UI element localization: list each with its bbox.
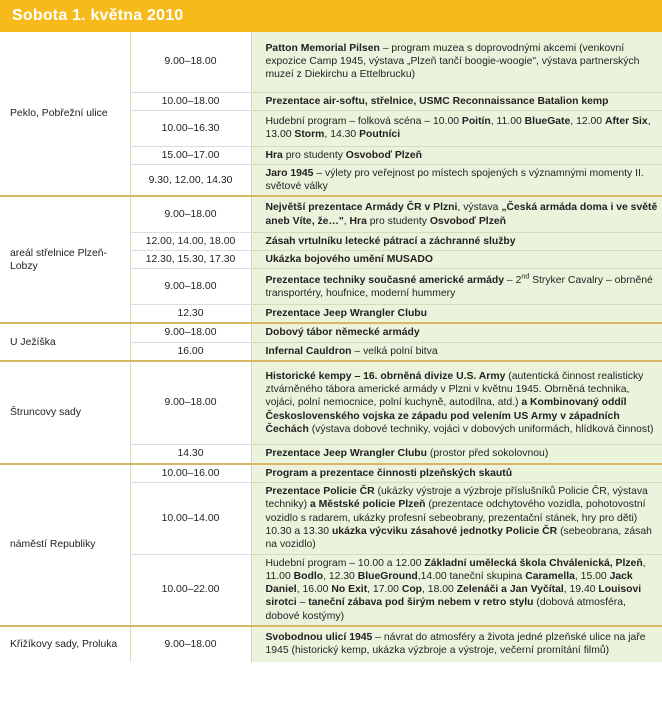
event-text: – 2 [504, 274, 522, 286]
event-highlight: Svobodnou ulicí 1945 [265, 632, 373, 644]
event-time: 12.30 [130, 305, 251, 324]
event-text: pro studenty [366, 215, 430, 227]
event-highlight: Program a prezentace činnosti plzeňských skautů [265, 467, 513, 479]
event-description [251, 464, 662, 483]
event-highlight: Prezentace Policie ČR [265, 486, 375, 498]
event-highlight: Cop [401, 584, 423, 596]
event-text: , 18.00 [422, 584, 457, 596]
event-highlight: Jack Daniel [265, 570, 633, 596]
event-highlight: a Městské policie Plzeň [309, 499, 426, 511]
event-highlight: Základní umělecká škola Chválenická, Plzeň [424, 557, 643, 569]
event-description [251, 342, 662, 361]
event-text: , 15.00 [574, 570, 610, 582]
event-text: – program muzea s doprovodnými akcemi (venkovní expozice Camp 1945, výstava „Plzeň tančí boogie-woogie", výstava partnerských muzeí z Diekirchu a Ettelbrucku) [265, 42, 640, 81]
event-highlight: taneční zábava pod širým nebem v retro stylu [308, 597, 534, 609]
event-description [251, 305, 662, 324]
event-highlight: Prezentace techniky současné americké armády [265, 274, 505, 286]
event-description [251, 482, 662, 554]
event-highlight: Prezentace Jeep Wrangler Clubu [265, 448, 427, 460]
event-description [251, 92, 662, 110]
event-highlight: No Exit [331, 584, 368, 596]
event-text: , 13.00 [265, 116, 651, 141]
event-time: 10.00–16.30 [130, 110, 251, 146]
event-text: pro studenty [282, 149, 346, 161]
event-time: 16.00 [130, 342, 251, 361]
event-time: 9.00–18.00 [130, 32, 251, 92]
event-description [251, 164, 662, 196]
event-highlight: ukázka výcviku zásahové jednotky Policie ČR [331, 525, 558, 537]
event-time: 9.00–18.00 [130, 269, 251, 305]
event-highlight: Louisovi sirotci [265, 584, 642, 609]
venue-name: Křižíkovy sady, Proluka [0, 626, 130, 662]
event-time: 12.00, 14.00, 18.00 [130, 232, 251, 250]
event-highlight: Ukázka bojového umění MUSADO [265, 254, 433, 266]
event-highlight: Bodlo [293, 570, 324, 582]
event-highlight: Jaro 1945 [265, 167, 314, 179]
event-time: 10.00–16.00 [130, 464, 251, 483]
event-description [251, 196, 662, 232]
event-highlight: Poutníci [359, 129, 401, 141]
event-text: , 12.00 [570, 116, 605, 127]
event-time: 9.00–18.00 [130, 196, 251, 232]
event-description [251, 232, 662, 250]
event-highlight: BlueGate [524, 116, 571, 127]
event-text: – [296, 597, 309, 609]
event-text: – velká polní bitva [351, 345, 438, 357]
event-description [251, 269, 662, 305]
event-text: , 11.00 [265, 557, 646, 582]
event-text: (prostor před sokolovnou) [427, 448, 549, 460]
event-text: , 17.00 [367, 584, 402, 596]
schedule-table [0, 32, 662, 662]
event-text: – výlety pro veřejnost po místech spojených s významnými momenty II. světové války [265, 167, 644, 193]
date-title: Sobota 1. května 2010 [12, 7, 184, 24]
schedule-row [0, 464, 662, 483]
event-text: Hudební program – 10.00 a 12.00 [265, 557, 425, 569]
event-highlight: Prezentace air-softu, střelnice, USMC Reconnaissance Batalion kemp [265, 95, 609, 107]
event-text: , [343, 215, 350, 227]
event-highlight: Největší prezentace Armády ČR v Plzni [265, 202, 458, 214]
event-highlight: Hra [265, 149, 283, 161]
event-time: 12.30, 15.30, 17.30 [130, 251, 251, 269]
event-time: 9.00–18.00 [130, 323, 251, 342]
event-highlight: Storm [294, 129, 325, 141]
event-text: , 16.00 [296, 584, 332, 596]
event-highlight: Zelenáči a Jan Vyčítal [456, 584, 564, 596]
event-description [251, 554, 662, 626]
schedule-row [0, 361, 662, 445]
venue-name: U Ježíška [0, 323, 130, 360]
event-text: (výstava dobové techniky, vojáci v dobových uniformách, hlídková činnost) [308, 423, 654, 435]
event-time: 14.30 [130, 445, 251, 464]
event-highlight: Poitín [461, 116, 491, 127]
event-description [251, 32, 662, 92]
venue-name: náměstí Republiky [0, 464, 130, 626]
event-text: Stryker Cavalry – obrněné transportéry, houfnice, moderní hummery [265, 274, 653, 299]
event-description [251, 323, 662, 342]
venue-name: Peklo, Pobřežní ulice [0, 32, 130, 196]
schedule-row [0, 323, 662, 342]
event-highlight: a Kombinovaný oddíl Československého vojska ze západu pod velením US Army v západních Čechách [265, 397, 627, 435]
event-description [251, 445, 662, 464]
event-text: , 14.30 [324, 129, 360, 141]
event-text: , 12.30 [323, 570, 358, 582]
event-text: nd [521, 273, 530, 281]
event-text: – návrat do atmosféry a života jedné plzeňské ulice na jaře 1945 (historický kemp, ukázka výzbroje a výstroje, večerní promítání filmů) [265, 632, 646, 657]
schedule-row [0, 196, 662, 232]
event-time: 9.00–18.00 [130, 361, 251, 445]
event-text: (autentická činnost realisticky ztvárněného tábora americké armády v Plzni v květnu 1945. Obrněná technika, vojáci, polní nemocnice, polní kuchyně, autodílna, atd.) [265, 371, 644, 409]
event-highlight: Infernal Cauldron [265, 345, 352, 357]
event-highlight: Dobový tábor německé armády [265, 327, 420, 339]
event-text: , 19.40 [563, 584, 599, 596]
event-time: 10.00–14.00 [130, 482, 251, 554]
event-description [251, 110, 662, 146]
event-text: (sebeobrana, zásah na vozidlo) [265, 525, 652, 551]
venue-name: areál střelnice Plzeň-Lobzy [0, 196, 130, 323]
event-highlight: Caramella [525, 570, 575, 582]
event-highlight: After Six [604, 116, 648, 127]
event-highlight: Osvoboď Plzeň [345, 149, 422, 161]
event-description [251, 146, 662, 164]
event-text: (dobová atmosféra, dobové kostýmy) [265, 597, 626, 622]
event-highlight: Prezentace Jeep Wrangler Clubu [265, 308, 427, 320]
schedule-row [0, 626, 662, 662]
event-highlight: „Česká armáda doma i ve světě aneb Víte, že…" [265, 202, 658, 227]
event-description [251, 626, 662, 662]
event-description [251, 361, 662, 445]
event-highlight: Zásah vrtulníku letecké pátrací a záchranné služby [265, 235, 516, 247]
event-text: 10.30 a 13.30 [265, 525, 332, 537]
event-text: Hudební program – folková scéna – 10.00 [265, 116, 462, 127]
event-text: (prezentace odchytového vozidla, pohotovostní vozidlo s radarem, ukázky profesní sebeobrany, prezentační stánek, hry pro děti) [265, 499, 646, 524]
page-title [0, 0, 662, 32]
event-time: 10.00–18.00 [130, 92, 251, 110]
event-text: ,14.00 taneční skupina [417, 570, 526, 582]
event-text: , 11.00 [490, 116, 525, 127]
schedule-row [0, 32, 662, 92]
event-time: 9.00–18.00 [130, 626, 251, 662]
event-time: 10.00–22.00 [130, 554, 251, 626]
event-highlight: Historické kempy – 16. obrněná divize U.S. Army [265, 371, 506, 383]
event-highlight: Osvoboď Plzeň [429, 215, 507, 227]
event-time: 15.00–17.00 [130, 146, 251, 164]
event-text: , výstava [457, 202, 502, 214]
event-highlight: Patton Memorial Pilsen [265, 42, 380, 54]
event-highlight: Hra [349, 215, 367, 227]
schedule-body [0, 32, 662, 662]
event-text: (ukázky výstroje a výzbroje příslušníků Policie ČR, výstava techniky) [265, 486, 648, 511]
event-description [251, 251, 662, 269]
venue-name: Štruncovy sady [0, 361, 130, 464]
event-highlight: BlueGround [357, 570, 418, 582]
event-time: 9.30, 12.00, 14.30 [130, 164, 251, 196]
